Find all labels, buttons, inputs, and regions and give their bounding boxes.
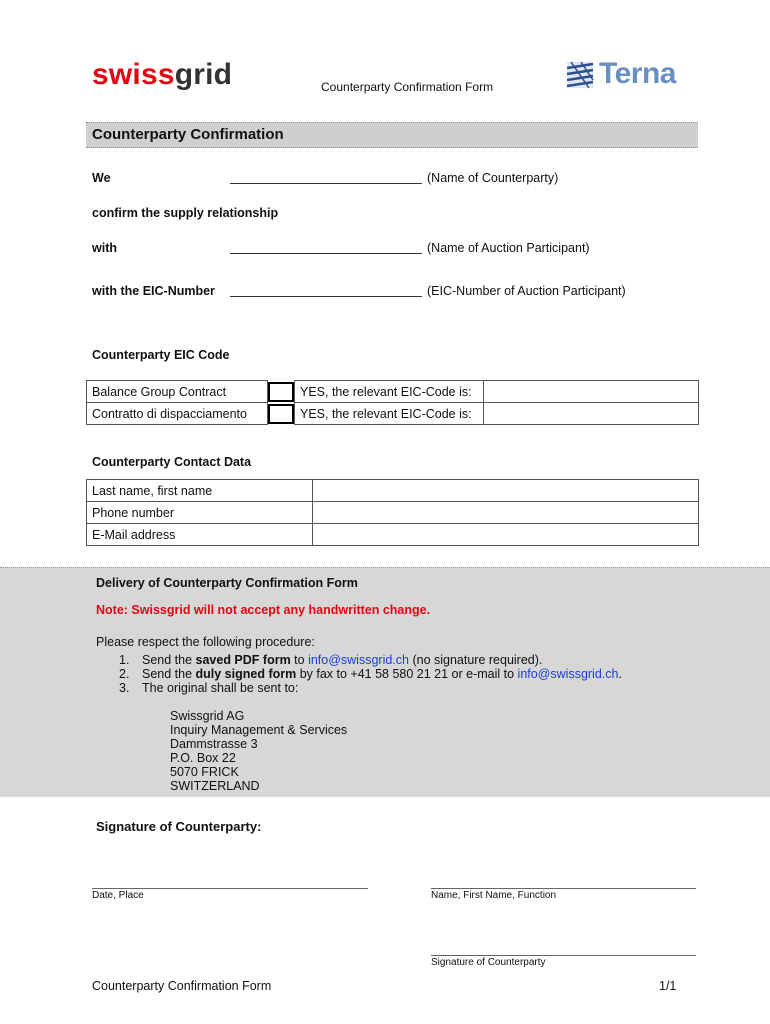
- header-title: Counterparty Confirmation Form: [321, 80, 494, 94]
- eic-row-label: Contratto di dispacciamento: [87, 403, 268, 425]
- last-name-input[interactable]: [313, 480, 699, 502]
- step-2: Send the duly signed form by fax to +41 58 580 21 21 or e-mail to info@swissgrid.ch.: [142, 667, 622, 681]
- address-line: SWITZERLAND: [170, 779, 260, 793]
- confirm-text: confirm the supply relationship: [92, 206, 279, 220]
- contact-row-label: E-Mail address: [87, 524, 313, 546]
- page-number: 1/1: [659, 979, 677, 993]
- contact-row-label: Last name, first name: [87, 480, 313, 502]
- phone-input[interactable]: [313, 502, 699, 524]
- with-label: with: [92, 241, 117, 255]
- step-1-number: 1.: [119, 653, 130, 667]
- auction-participant-field[interactable]: [230, 241, 422, 254]
- step-1: Send the saved PDF form to info@swissgrid.ch (no signature required).: [142, 653, 543, 667]
- eic-hint: (EIC-Number of Auction Participant): [427, 284, 626, 298]
- logo-grid-text: grid: [174, 58, 233, 91]
- table-row: [87, 403, 699, 425]
- terna-logo: [563, 58, 693, 92]
- swissgrid-logo: [92, 58, 232, 92]
- terna-icon: [563, 60, 597, 90]
- address-line: P.O. Box 22: [170, 751, 236, 765]
- email-link[interactable]: info@swissgrid.ch: [517, 667, 619, 681]
- we-hint: (Name of Counterparty): [427, 171, 559, 185]
- table-row: [87, 502, 699, 524]
- eic-code-table: [86, 380, 699, 425]
- section-title: Counterparty Confirmation: [92, 126, 284, 143]
- delivery-note: Note: Swissgrid will not accept any handwritten change.: [96, 603, 431, 617]
- eic-code-input[interactable]: [484, 403, 699, 425]
- step-2-number: 2.: [119, 667, 130, 681]
- email-link[interactable]: info@swissgrid.ch: [308, 653, 409, 667]
- name-function-line[interactable]: [431, 888, 696, 889]
- signature-line[interactable]: [431, 955, 696, 956]
- date-place-label: Date, Place: [92, 890, 144, 901]
- eic-code-heading: Counterparty EIC Code: [92, 348, 230, 362]
- delivery-title: Delivery of Counterparty Confirmation Form: [96, 576, 358, 590]
- contact-row-label: Phone number: [87, 502, 313, 524]
- eic-row-label: Balance Group Contract: [87, 381, 268, 403]
- footer-title: Counterparty Confirmation Form: [92, 979, 272, 993]
- table-row: [87, 524, 699, 546]
- signature-label: Signature of Counterparty: [431, 957, 546, 968]
- date-place-line[interactable]: [92, 888, 368, 889]
- terna-text: Terna: [599, 57, 676, 90]
- contact-heading: Counterparty Contact Data: [92, 455, 252, 469]
- eic-row-text: YES, the relevant EIC-Code is:: [295, 403, 484, 425]
- eic-code-input[interactable]: [484, 381, 699, 403]
- address-line: Dammstrasse 3: [170, 737, 258, 751]
- logo-swiss-text: swiss: [92, 58, 175, 91]
- counterparty-name-field[interactable]: [230, 171, 422, 184]
- section-title-bar: [86, 122, 698, 148]
- dispacciamento-checkbox[interactable]: [268, 404, 294, 424]
- we-label: We: [92, 171, 111, 185]
- step-3: The original shall be sent to:: [142, 681, 299, 695]
- balance-group-checkbox[interactable]: [268, 382, 294, 402]
- email-input[interactable]: [313, 524, 699, 546]
- with-hint: (Name of Auction Participant): [427, 241, 590, 255]
- address-line: 5070 FRICK: [170, 765, 239, 779]
- delivery-panel: [0, 567, 770, 797]
- eic-number-field[interactable]: [230, 284, 422, 297]
- table-row: [87, 381, 699, 403]
- eic-number-label: with the EIC-Number: [92, 284, 215, 298]
- address-line: Inquiry Management & Services: [170, 723, 348, 737]
- name-function-label: Name, First Name, Function: [431, 890, 557, 901]
- signature-heading: Signature of Counterparty:: [96, 819, 262, 834]
- address-line: Swissgrid AG: [170, 709, 245, 723]
- postal-address: [170, 709, 347, 793]
- delivery-intro: Please respect the following procedure:: [96, 635, 315, 649]
- eic-row-text: YES, the relevant EIC-Code is:: [295, 381, 484, 403]
- table-row: [87, 480, 699, 502]
- contact-table: [86, 479, 699, 546]
- step-3-number: 3.: [119, 681, 130, 695]
